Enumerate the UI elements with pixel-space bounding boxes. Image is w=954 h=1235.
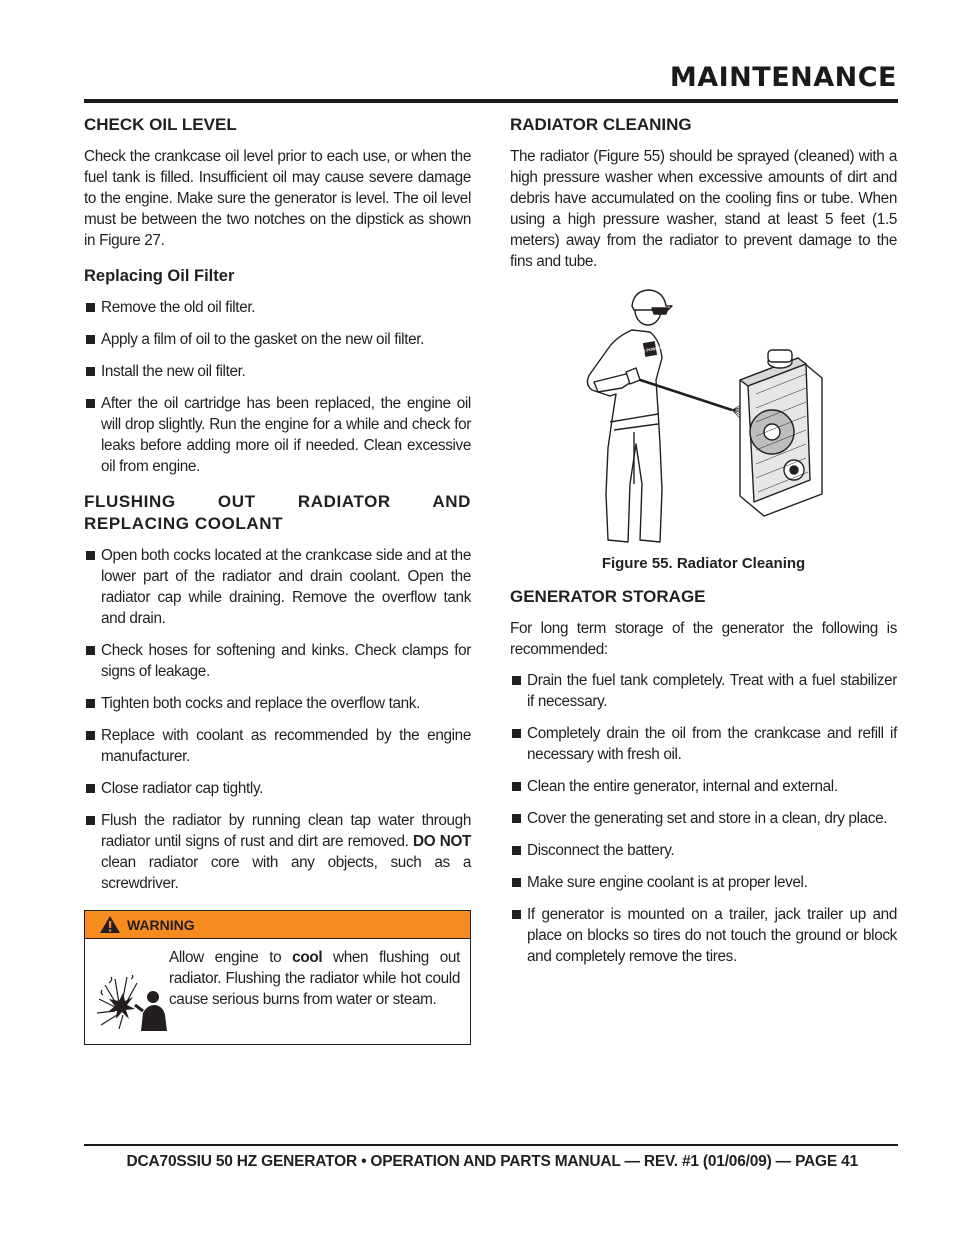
list-item: Apply a film of oil to the gasket on the new oil filter. bbox=[84, 329, 471, 350]
warning-header bbox=[85, 911, 470, 939]
footer-rule bbox=[84, 1144, 898, 1146]
heading-replacing-oil-filter: Replacing Oil Filter bbox=[84, 267, 235, 285]
flush-text-pre: Flush the radiator by running clean tap water through radiator until signs of rust and dirt are removed. bbox=[101, 812, 471, 850]
hot-steam-burn-icon bbox=[97, 975, 169, 1036]
right-column bbox=[510, 114, 897, 967]
list-item: Disconnect the battery. bbox=[510, 840, 897, 861]
heading-radiator-cleaning: RADIATOR CLEANING bbox=[510, 115, 692, 134]
mq-power-badge-text: MQ POWER bbox=[638, 345, 662, 354]
list-item: Completely drain the oil from the crankcase and refill if necessary with fresh oil. bbox=[510, 723, 897, 765]
list-item: Check hoses for softening and kinks. Check clamps for signs of leakage. bbox=[84, 640, 471, 682]
figure-radiator-cleaning bbox=[510, 284, 897, 554]
warning-label: WARNING bbox=[127, 916, 195, 933]
warning-body bbox=[85, 939, 470, 1044]
page-title: MAINTENANCE bbox=[669, 62, 897, 93]
list-item: Remove the old oil filter. bbox=[84, 297, 471, 318]
warning-text-post: when flushing out radiator. Flushing the radiator while hot could cause serious burns from water or steam. bbox=[169, 949, 460, 1008]
flush-text-post: clean radiator core with any objects, such as a screwdriver. bbox=[101, 854, 471, 892]
flushing-list bbox=[84, 545, 471, 894]
footer-text: DCA70SSIU 50 HZ GENERATOR • OPERATION AND PARTS MANUAL — REV. #1 (01/06/09) — PAGE 41 bbox=[126, 1153, 858, 1170]
list-item: Make sure engine coolant is at proper level. bbox=[510, 872, 897, 893]
list-item: After the oil cartridge has been replaced, the engine oil will drop slightly. Run the engine for a while and check for leaks before adding more oil if needed. Clean excessive oil from engine. bbox=[84, 393, 471, 477]
heading-flushing-radiator: FLUSHING OUT RADIATOR AND REPLACING COOLANT bbox=[84, 492, 471, 533]
warning-text-pre: Allow engine to bbox=[169, 949, 293, 966]
heading-check-oil-level: CHECK OIL LEVEL bbox=[84, 115, 237, 134]
storage-intro: For long term storage of the generator the following is recommended: bbox=[510, 620, 897, 658]
list-item: Install the new oil filter. bbox=[84, 361, 471, 382]
header-rule bbox=[84, 99, 898, 103]
warning-triangle-icon bbox=[99, 915, 121, 934]
list-item: If generator is mounted on a trailer, jack trailer up and place on blocks so tires do not touch the ground or block and completely remove the tires. bbox=[510, 904, 897, 967]
radiator-cleaning-body: The radiator (Figure 55) should be sprayed (cleaned) with a high pressure washer when excessive amounts of dirt and debris have accumulated on the cooling fins or tube. When using a high pressure washer, stand at least 5 feet (1.5 meters) away from the radiator to prevent damage to the fins and tube. bbox=[510, 148, 897, 270]
warning-text bbox=[169, 947, 460, 1036]
list-item: Clean the entire generator, internal and external. bbox=[510, 776, 897, 797]
warning-box bbox=[84, 910, 471, 1045]
oil-filter-list bbox=[84, 297, 471, 477]
do-not-emphasis: DO NOT bbox=[413, 833, 471, 850]
worker-figure bbox=[587, 330, 662, 542]
list-item: Replace with coolant as recommended by the engine manufacturer. bbox=[84, 725, 471, 767]
list-item: Drain the fuel tank completely. Treat with a fuel stabilizer if necessary. bbox=[510, 670, 897, 712]
left-column bbox=[84, 114, 471, 1045]
list-item: Close radiator cap tightly. bbox=[84, 778, 471, 799]
radiator-drawing bbox=[740, 350, 822, 516]
storage-list bbox=[510, 670, 897, 967]
radiator-cleaning-illustration bbox=[510, 284, 897, 554]
list-item: Tighten both cocks and replace the overflow tank. bbox=[84, 693, 471, 714]
list-item: Cover the generating set and store in a clean, dry place. bbox=[510, 808, 897, 829]
figure-caption: Figure 55. Radiator Cleaning bbox=[601, 555, 806, 572]
heading-generator-storage: GENERATOR STORAGE bbox=[510, 587, 706, 606]
cool-emphasis: cool bbox=[292, 949, 323, 966]
list-item bbox=[84, 810, 471, 894]
check-oil-body: Check the crankcase oil level prior to each use, or when the fuel tank is filled. Insufficient oil may cause severe damage to the engine. Make sure the generator is level. The oil level must be between the two notches on the dipstick as shown in Figure 27. bbox=[84, 148, 471, 249]
list-item: Open both cocks located at the crankcase side and at the lower part of the radiator and drain coolant. Open the radiator cap while draining. Remove the overflow tank and drain. bbox=[84, 545, 471, 629]
